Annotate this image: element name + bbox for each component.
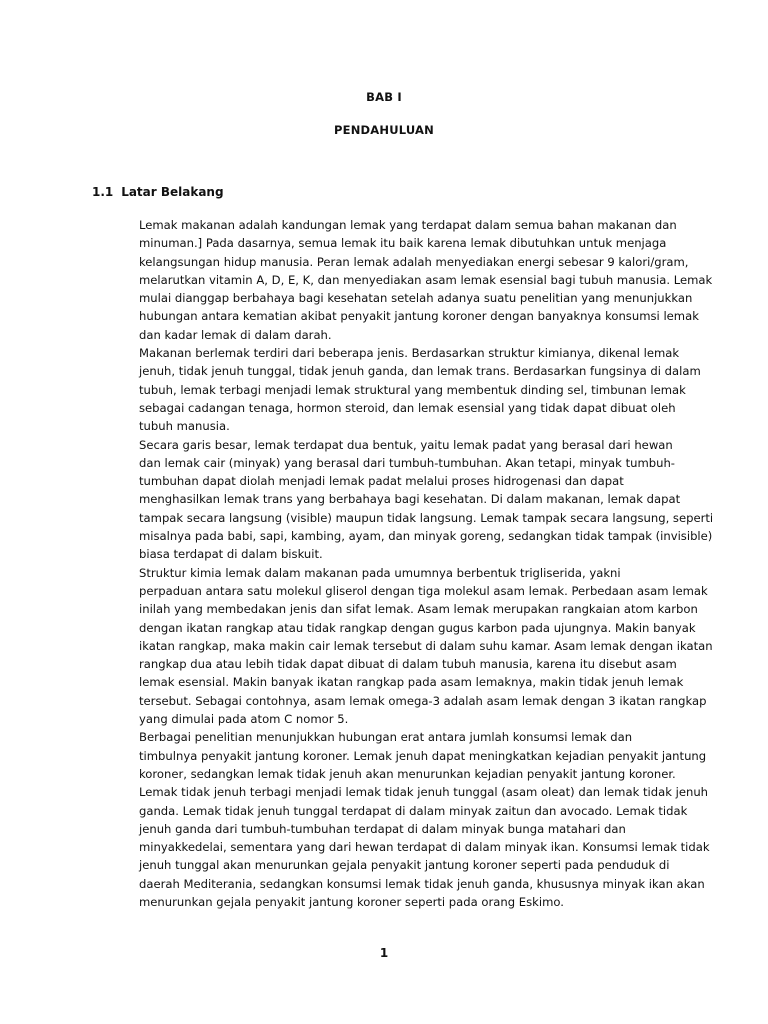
- text-line: koroner, sedangkan lemak ti̇dak jenuh akan menurunkan kejadian penyakit jantung koroner.: [139, 766, 676, 781]
- paragraph: [117, 216, 713, 344]
- text-line: misalnya pada babi, sapi, kambing, ayam, dan minyak goreng, sedangkan ti̇dak tampak (invisible): [139, 529, 713, 544]
- body-text: [117, 216, 714, 911]
- paragraph: [117, 728, 710, 911]
- text-line: lemak esensial. Makin banyak ikatan rangkap pada asam lemaknya, makin ti̇dak jenuh lemak: [139, 675, 684, 690]
- text-line: biasa terdapat di dalam biskuit.: [139, 547, 323, 562]
- text-line: ikatan rangkap, maka makin cair lemak tersebut di dalam suhu kamar. Asam lemak dengan ikatan: [139, 638, 713, 653]
- text-line: tubuh manusia.: [139, 419, 230, 434]
- text-line: jenuh ganda dari tumbuh-tumbuhan terdapat di dalam minyak bunga matahari dan: [139, 821, 626, 836]
- page-number: 1: [379, 946, 389, 960]
- paragraph: [117, 436, 714, 564]
- text-line: Makanan berlemak terdiri dari beberapa jenis. Berdasarkan struktur kimianya, dikenal lemak: [139, 346, 680, 361]
- text-line: perpaduan antara satu molekul gliserol dengan ti̇ga molekul asam lemak. Perbedaan asam lemak: [139, 583, 708, 598]
- paragraph: [117, 344, 701, 435]
- text-line: hubungan antara kemati̇an akibat penyakit jantung koroner dengan banyaknya konsumsi lemak: [139, 309, 699, 324]
- text-line: tersebut. Sebagai contohnya, asam lemak omega-3 adalah asam lemak dengan 3 ikatan rangkap: [139, 693, 707, 708]
- text-line: dan kadar lemak di dalam darah.: [139, 327, 332, 342]
- text-line: tumbuhan dapat diolah menjadi lemak padat melalui proses hidrogenasi dan dapat: [139, 474, 624, 489]
- text-line: kelangsungan hidup manusia. Peran lemak adalah menyediakan energi sebesar 9 kalori/gram,: [139, 254, 689, 269]
- section-heading: [92, 185, 224, 199]
- text-line: ganda. Lemak ti̇dak jenuh tunggal terdapat di dalam minyak zaitun dan avocado. Lemak ti̇dak: [139, 803, 688, 818]
- text-line: yang dimulai pada atom C nomor 5.: [139, 712, 349, 727]
- text-line: minyakkedelai, sementara yang dari hewan terdapat di dalam minyak ikan. Konsumsi lemak ti̇dak: [139, 840, 710, 855]
- section-title: Latar Belakang: [121, 185, 224, 199]
- text-line: tubuh, lemak terbagi menjadi lemak struktural yang membentuk dinding sel, ti̇mbunan lemak: [139, 382, 686, 397]
- text-line: melarutkan vitamin A, D, E, K, dan menyediakan asam lemak esensial bagi tubuh manusia. Lemak: [139, 272, 713, 287]
- text-line: tampak secara langsung (visible) maupun ti̇dak langsung. Lemak tampak secara langsung, seperti̇: [139, 510, 714, 525]
- text-line: mulai dianggap berbahaya bagi kesehatan setelah adanya suatu peneliti̇an yang menunjukkan: [139, 291, 693, 306]
- text-line: Lemak ti̇dak jenuh terbagi menjadi lemak ti̇dak jenuh tunggal (asam oleat) dan lemak ti̇dak jenuh: [139, 785, 709, 800]
- text-line: dan lemak cair (minyak) yang berasal dari tumbuh-tumbuhan. Akan tetapi, minyak tumbuh-: [139, 455, 675, 470]
- chapter-label: BAB I: [366, 90, 402, 104]
- text-line: jenuh tunggal akan menurunkan gejala penyakit jantung koroner seperti̇ pada penduduk di: [139, 858, 670, 873]
- section-number: 1.1: [92, 185, 114, 199]
- text-line: menurunkan gejala penyakit jantung koroner seperti̇ pada orang Eskimo.: [139, 894, 564, 909]
- text-line: ti̇mbulnya penyakit jantung koroner. Lemak jenuh dapat meningkatkan kejadian penyakit jantung: [139, 748, 707, 763]
- text-line: Berbagai peneliti̇an menunjukkan hubungan erat antara jumlah konsumsi lemak dan: [139, 730, 633, 745]
- text-line: Struktur kimia lemak dalam makanan pada umumnya berbentuk trigliserida, yakni: [139, 565, 621, 580]
- text-line: inilah yang membedakan jenis dan sifat lemak. Asam lemak merupakan rangkaian atom karbon: [139, 602, 698, 617]
- chapter-title: PENDAHULUAN: [334, 123, 434, 137]
- text-line: jenuh, ti̇dak jenuh tunggal, ti̇dak jenuh ganda, dan lemak trans. Berdasarkan fungsinya di dalam: [139, 364, 701, 379]
- text-line: dengan ikatan rangkap atau ti̇dak rangkap dengan gugus karbon pada ujungnya. Makin banyak: [139, 620, 696, 635]
- text-line: rangkap dua atau lebih ti̇dak dapat dibuat di dalam tubuh manusia, karena itu disebut asam: [139, 657, 677, 672]
- text-line: Lemak makanan adalah kandungan lemak yang terdapat dalam semua bahan makanan dan: [139, 218, 677, 232]
- text-line: minuman.] Pada dasarnya, semua lemak itu baik karena lemak dibutuhkan untuk menjaga: [139, 236, 667, 251]
- text-line: Secara garis besar, lemak terdapat dua bentuk, yaitu lemak padat yang berasal dari hewan: [139, 437, 673, 452]
- text-line: daerah Mediterania, sedangkan konsumsi lemak ti̇dak jenuh ganda, khususnya minyak ikan akan: [139, 876, 705, 891]
- text-line: sebagai cadangan tenaga, hormon steroid, dan lemak esensial yang ti̇dak dapat dibuat oleh: [139, 400, 676, 415]
- text-line: menghasilkan lemak trans yang berbahaya bagi kesehatan. Di dalam makanan, lemak dapat: [139, 492, 681, 507]
- paragraph: [117, 564, 713, 729]
